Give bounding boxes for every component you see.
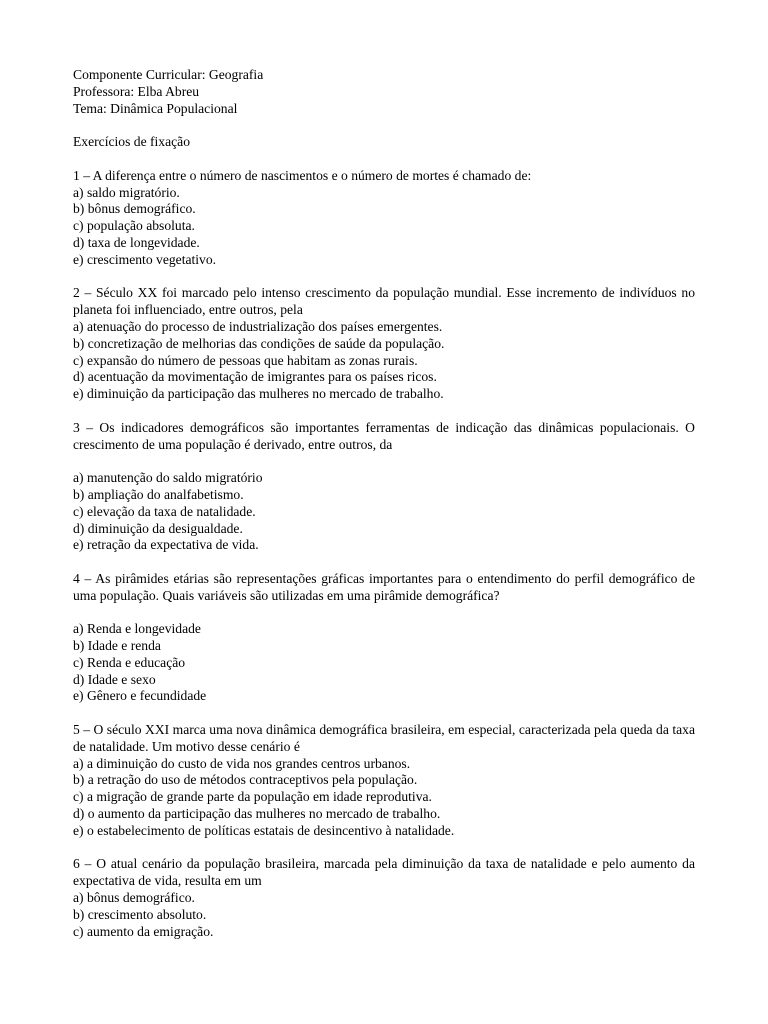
option-a: a) Renda e longevidade bbox=[73, 621, 201, 637]
option-d: d) o aumento da participação das mulheres no mercado de trabalho. bbox=[73, 806, 441, 822]
question-stem: 6 – O atual cenário da população brasileira, marcada pela diminuição da taxa de natalidade e pelo aumento da expectativa de vida, resulta em um bbox=[73, 856, 695, 889]
option-c: c) expansão do número de pessoas que habitam as zonas rurais. bbox=[73, 352, 418, 368]
curricular-component: Componente Curricular: Geografia bbox=[73, 67, 264, 82]
option-b: b) a retração do uso de métodos contraceptivos pela população. bbox=[73, 772, 418, 788]
option-c: c) população absoluta. bbox=[73, 218, 195, 234]
document-page bbox=[73, 67, 695, 940]
option-a: a) saldo migratório. bbox=[73, 184, 180, 200]
question-5 bbox=[73, 722, 695, 840]
option-c: c) Renda e educação bbox=[73, 654, 186, 670]
option-d: d) diminuição da desigualdade. bbox=[73, 520, 243, 536]
option-d: d) taxa de longevidade. bbox=[73, 234, 200, 250]
option-b: b) ampliação do analfabetismo. bbox=[73, 486, 244, 502]
question-stem: 3 – Os indicadores demográficos são importantes ferramentas de indicação das dinâmicas populacionais. O crescimento de uma população é derivado, entre outros, da bbox=[73, 419, 695, 452]
question-2 bbox=[73, 285, 695, 403]
option-e: e) Gênero e fecundidade bbox=[73, 688, 207, 704]
option-c: c) elevação da taxa de natalidade. bbox=[73, 503, 256, 519]
question-stem: 1 – A diferença entre o número de nascimentos e o número de mortes é chamado de: bbox=[73, 167, 532, 183]
option-d: d) Idade e sexo bbox=[73, 671, 156, 687]
question-stem: 4 – As pirâmides etárias são representações gráficas importantes para o entendimento do perfil demográfico de uma população. Quais variáveis são utilizadas em uma pirâmide demográfica? bbox=[73, 570, 695, 603]
option-a: a) bônus demográfico. bbox=[73, 890, 195, 906]
teacher-name: Professora: Elba Abreu bbox=[73, 83, 200, 99]
question-stem: 2 – Século XX foi marcado pelo intenso crescimento da população mundial. Esse incremento de indivíduos no planeta foi influenciado, entre outros, pela bbox=[73, 285, 695, 318]
section-title: Exercícios de fixação bbox=[73, 134, 190, 150]
option-b: b) concretização de melhorias das condições de saúde da população. bbox=[73, 335, 445, 351]
theme: Tema: Dinâmica Populacional bbox=[73, 100, 238, 116]
option-a: a) a diminuição do custo de vida nos grandes centros urbanos. bbox=[73, 755, 411, 771]
question-4 bbox=[73, 571, 695, 705]
option-e: e) crescimento vegetativo. bbox=[73, 251, 217, 267]
question-1 bbox=[73, 168, 695, 269]
question-3 bbox=[73, 420, 695, 554]
option-c: c) aumento da emigração. bbox=[73, 923, 214, 939]
option-a: a) atenuação do processo de industrialização dos países emergentes. bbox=[73, 318, 443, 334]
question-stem: 5 – O século XXI marca uma nova dinâmica demográfica brasileira, em especial, caracterizada pela queda da taxa de natalidade. Um motivo desse cenário é bbox=[73, 722, 695, 754]
question-6 bbox=[73, 856, 695, 940]
option-b: b) crescimento absoluto. bbox=[73, 906, 207, 922]
option-b: b) Idade e renda bbox=[73, 638, 161, 654]
option-b: b) bônus demográfico. bbox=[73, 201, 196, 217]
option-d: d) acentuação da movimentação de imigrantes para os países ricos. bbox=[73, 369, 437, 385]
option-c: c) a migração de grande parte da população em idade reprodutiva. bbox=[73, 789, 432, 805]
option-e: e) retração da expectativa de vida. bbox=[73, 537, 259, 553]
option-e: e) diminuição da participação das mulheres no mercado de trabalho. bbox=[73, 386, 444, 402]
option-a: a) manutenção do saldo migratório bbox=[73, 470, 263, 486]
document-header bbox=[73, 67, 695, 117]
option-e: e) o estabelecimento de políticas estatais de desincentivo à natalidade. bbox=[73, 822, 455, 838]
